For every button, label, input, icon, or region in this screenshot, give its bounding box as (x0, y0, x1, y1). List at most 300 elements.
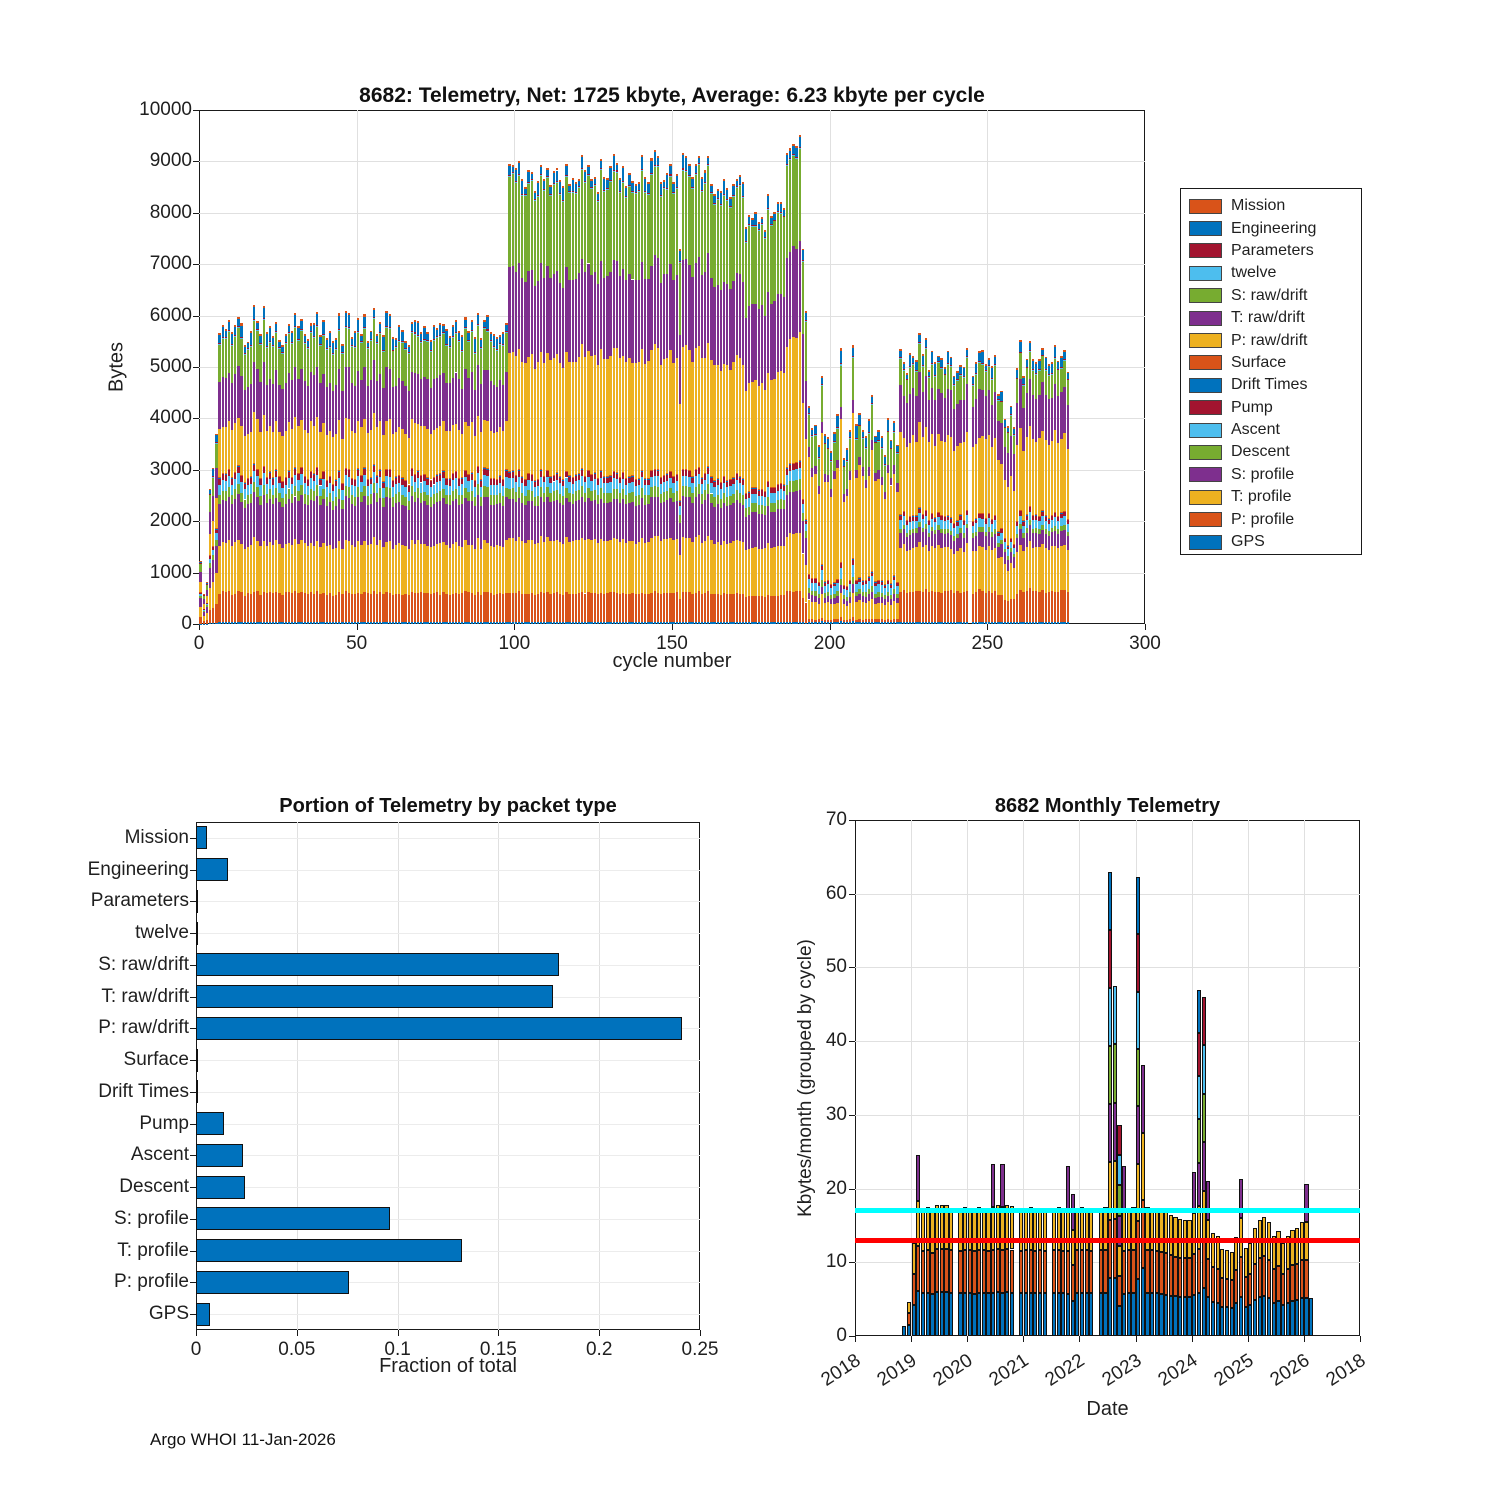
bar-segment (527, 540, 529, 594)
bar-segment (594, 593, 596, 622)
bar-segment (736, 622, 738, 624)
bar-segment (852, 560, 854, 565)
bar-segment (332, 510, 334, 549)
bar-segment (852, 357, 854, 358)
bar-segment (231, 595, 233, 622)
bar-segment (726, 199, 728, 200)
bar-segment (698, 156, 700, 158)
bar-segment (212, 476, 214, 477)
bar-segment (903, 544, 905, 590)
bar-segment (426, 495, 428, 505)
bar-segment (310, 478, 312, 489)
monthly-bar-segment (1061, 1293, 1065, 1336)
bar-segment (439, 622, 441, 624)
bar-segment (644, 622, 646, 624)
bar-segment (751, 512, 753, 548)
bar-segment (956, 381, 958, 404)
bar-segment (534, 595, 536, 622)
monthly-bar-segment (968, 1293, 972, 1336)
bar-segment (294, 367, 296, 417)
monthly-bar-segment (1295, 1300, 1299, 1336)
bar-segment (947, 435, 949, 515)
bar-segment (802, 261, 804, 262)
monthly-bar-segment (926, 1250, 930, 1293)
bar-segment (862, 467, 864, 475)
bar-segment (461, 350, 463, 351)
bar-segment (322, 320, 324, 322)
bar-segment (250, 494, 252, 503)
bar-segment (688, 164, 690, 166)
bar-segment (789, 158, 791, 159)
bar-segment (212, 546, 214, 549)
bar-segment (849, 581, 851, 585)
bar-segment (486, 487, 488, 497)
bar-segment (341, 439, 343, 483)
bar-segment (701, 504, 703, 543)
portion-bar (196, 1303, 210, 1326)
bar-segment (849, 430, 851, 432)
x-tick-label: 2018 (1322, 1350, 1370, 1391)
bar-segment (341, 622, 343, 624)
bar-segment (467, 426, 469, 474)
bar-segment (253, 320, 255, 321)
bar-segment (628, 173, 630, 175)
bar-segment (1035, 533, 1037, 547)
bar-segment (877, 440, 879, 441)
monthly-bar-segment (986, 1251, 990, 1294)
bar-segment (745, 508, 747, 517)
bar-segment (616, 499, 618, 538)
bar-segment (669, 164, 671, 166)
bar-segment (1032, 359, 1034, 361)
bar-segment (840, 407, 842, 419)
bar-segment (824, 443, 826, 444)
bar-segment (767, 487, 769, 496)
bar-segment (931, 351, 933, 353)
bar-segment (553, 171, 555, 173)
bar-segment (685, 345, 687, 468)
bar-segment (1029, 512, 1031, 521)
bar-segment (316, 468, 318, 475)
bar-segment (263, 592, 265, 622)
bar-segment (231, 504, 233, 546)
bar-segment (553, 491, 555, 501)
bar-segment (846, 597, 848, 601)
bar-segment (685, 476, 687, 487)
bar-segment (316, 312, 318, 314)
bar-segment (751, 227, 753, 304)
bar-segment (546, 487, 548, 497)
bar-segment (609, 540, 611, 592)
bar-segment (827, 622, 829, 624)
bar-segment (915, 442, 917, 515)
bar-segment (445, 329, 447, 331)
bar-segment (877, 581, 879, 584)
bar-segment (442, 542, 444, 591)
bar-segment (679, 249, 681, 251)
bar-segment (811, 583, 813, 591)
bar-segment (1000, 391, 1002, 392)
bar-segment (288, 543, 290, 593)
bar-segment (1010, 538, 1012, 542)
bar-segment (720, 191, 722, 193)
bar-segment (508, 622, 510, 624)
bar-segment (445, 331, 447, 344)
bar-segment (231, 332, 233, 334)
bar-segment (824, 593, 826, 598)
bar-segment (799, 241, 801, 333)
bar-segment (773, 212, 775, 214)
bar-segment (1045, 371, 1047, 395)
bar-segment (215, 623, 217, 624)
bar-segment (896, 446, 898, 452)
monthly-bar-segment (1192, 1254, 1196, 1295)
bar-segment (527, 182, 529, 183)
bar-segment (657, 258, 659, 347)
bar-segment (294, 497, 296, 540)
bar-segment (729, 289, 731, 370)
bar-segment (408, 354, 410, 391)
bar-segment (294, 327, 296, 328)
bar-segment (934, 522, 936, 530)
portion-chart-title: Portion of Telemetry by packet type (279, 795, 617, 817)
bar-segment (676, 187, 678, 188)
bar-segment (322, 336, 324, 374)
bar-segment (237, 591, 239, 622)
bar-segment (647, 495, 649, 505)
bar-segment (458, 495, 460, 505)
bar-segment (625, 197, 627, 198)
monthly-bar-segment (1108, 872, 1112, 930)
bar-segment (777, 372, 779, 484)
portion-bar (196, 1017, 682, 1040)
bar-segment (329, 431, 331, 476)
bar-segment (1035, 547, 1037, 591)
bar-segment (789, 492, 791, 533)
bar-segment (754, 380, 756, 487)
bar-segment (978, 353, 980, 360)
bar-segment (685, 259, 687, 345)
bar-segment (1029, 341, 1031, 343)
bar-segment (1063, 590, 1065, 622)
bar-segment (720, 193, 722, 205)
bar-segment (259, 336, 261, 343)
bar-segment (625, 196, 627, 197)
bar-segment (291, 494, 293, 504)
bar-segment (408, 347, 410, 352)
bar-segment (704, 182, 706, 183)
bar-segment (1022, 521, 1024, 525)
bar-segment (795, 159, 797, 250)
bar-segment (704, 622, 706, 624)
bar-segment (215, 604, 217, 622)
bar-segment (792, 146, 794, 154)
bar-segment (275, 470, 277, 477)
monthly-bar-segment (1127, 1293, 1131, 1336)
bar-segment (288, 489, 290, 499)
bar-segment (1032, 369, 1034, 370)
bar-segment (736, 187, 738, 272)
bar-segment (748, 596, 750, 622)
bar-segment (928, 537, 930, 551)
bar-segment (1010, 552, 1012, 563)
bar-segment (433, 339, 435, 340)
bar-segment (297, 341, 299, 379)
bar-segment (524, 480, 526, 486)
bar-segment (915, 396, 917, 442)
bar-segment (748, 549, 750, 596)
bar-segment (802, 250, 804, 259)
bar-segment (543, 179, 545, 181)
bar-segment (389, 622, 391, 624)
bar-segment (966, 384, 968, 432)
bar-segment (1060, 513, 1062, 518)
bar-segment (231, 485, 233, 495)
bar-segment (865, 597, 867, 603)
bar-segment (505, 488, 507, 498)
bar-segment (963, 533, 965, 538)
bar-segment (827, 592, 829, 596)
bar-segment (209, 568, 211, 588)
bar-segment (385, 476, 387, 487)
bar-segment (531, 270, 533, 354)
bar-segment (256, 476, 258, 487)
bar-segment (1038, 369, 1040, 370)
bar-segment (1013, 548, 1015, 554)
bar-segment (710, 477, 712, 483)
bar-segment (1045, 593, 1047, 622)
bar-segment (300, 622, 302, 624)
gridline-h (196, 1060, 700, 1061)
bar-segment (1067, 536, 1069, 550)
bar-segment (833, 619, 835, 622)
monthly-bar-segment (991, 1250, 995, 1293)
legend-label: Surface (1231, 353, 1287, 371)
bar-segment (600, 488, 602, 498)
bar-segment (335, 349, 337, 385)
bar-segment (310, 622, 312, 624)
bar-segment (1063, 359, 1065, 360)
bar-segment (297, 339, 299, 340)
bar-segment (389, 477, 391, 488)
bar-segment (972, 376, 974, 378)
bar-segment (751, 488, 753, 494)
bar-segment (922, 367, 924, 393)
bar-segment (650, 593, 652, 622)
bar-segment (710, 193, 712, 194)
bar-segment (635, 186, 637, 191)
bar-segment (357, 331, 359, 332)
bar-segment (1013, 427, 1015, 428)
bar-segment (701, 622, 703, 624)
bar-segment (840, 568, 842, 579)
bar-segment (644, 279, 646, 364)
bar-segment (354, 386, 356, 433)
portion-chart-xlabel: Fraction of total (379, 1355, 517, 1377)
bar-segment (1057, 361, 1059, 363)
bar-segment (379, 540, 381, 593)
legend-swatch-gps (1189, 535, 1222, 550)
bar-segment (830, 599, 832, 604)
bar-segment (486, 622, 488, 624)
bar-segment (1067, 379, 1069, 380)
bar-segment (988, 518, 990, 527)
bar-segment (326, 348, 328, 349)
bar-segment (1010, 414, 1012, 415)
bar-segment (997, 399, 999, 400)
bar-segment (931, 363, 933, 364)
bar-segment (836, 619, 838, 622)
bar-segment (959, 520, 961, 529)
bar-segment (1057, 370, 1059, 396)
monthly-bar-segment (1290, 1230, 1294, 1265)
bar-segment (695, 476, 697, 487)
bar-segment (959, 367, 961, 374)
bar-segment (600, 478, 602, 489)
portion-bar (196, 1080, 198, 1103)
bar-segment (1045, 440, 1047, 515)
x-tick (357, 624, 358, 630)
bar-segment (288, 324, 290, 326)
bar-segment (959, 375, 961, 376)
bar-segment (524, 363, 526, 479)
bar-segment (963, 367, 965, 369)
bar-segment (322, 479, 324, 489)
bar-segment (367, 433, 369, 479)
bar-segment (691, 594, 693, 622)
bar-segment (688, 538, 690, 592)
bar-segment (540, 174, 542, 175)
x-tick (1023, 1336, 1024, 1342)
bar-segment (966, 350, 968, 356)
bar-segment (940, 622, 942, 624)
bar-segment (493, 595, 495, 622)
bar-segment (351, 383, 353, 431)
bar-segment (367, 479, 369, 485)
bar-segment (600, 168, 602, 169)
bar-segment (559, 363, 561, 476)
bar-segment (603, 541, 605, 594)
bar-segment (215, 498, 217, 528)
bar-segment (978, 362, 980, 363)
monthly-bar-segment (1117, 1155, 1121, 1185)
bar-segment (553, 593, 555, 622)
legend-swatch-descent (1189, 445, 1222, 460)
bar-segment (275, 477, 277, 488)
bar-segment (874, 604, 876, 620)
bar-segment (285, 334, 287, 336)
bar-segment (893, 589, 895, 595)
bar-segment (269, 426, 271, 471)
legend-swatch-drift-times (1189, 378, 1222, 393)
bar-segment (319, 479, 321, 485)
bar-segment (527, 490, 529, 500)
bar-segment (411, 331, 413, 332)
monthly-bar-segment (1253, 1264, 1257, 1300)
bar-segment (1000, 401, 1002, 402)
bar-segment (543, 189, 545, 190)
bar-segment (559, 622, 561, 624)
bar-segment (203, 612, 205, 616)
bar-segment (975, 444, 977, 518)
bar-segment (811, 437, 813, 468)
bar-segment (250, 333, 252, 344)
bar-segment (411, 332, 413, 333)
bar-segment (291, 503, 293, 545)
bar-segment (619, 503, 621, 542)
bar-segment (893, 576, 895, 580)
category-label: twelve (135, 922, 189, 944)
portion-bar (196, 922, 198, 945)
bar-segment (250, 432, 252, 476)
bar-segment (909, 592, 911, 622)
bar-segment (319, 346, 321, 383)
bar-segment (310, 592, 312, 622)
bar-segment (761, 596, 763, 622)
bar-segment (278, 347, 280, 348)
bar-segment (940, 533, 942, 548)
bar-segment (363, 496, 365, 541)
bar-segment (278, 483, 280, 493)
bar-segment (792, 246, 794, 337)
bar-segment (1029, 541, 1031, 588)
bar-segment (490, 334, 492, 340)
bar-segment (423, 593, 425, 622)
bar-segment (877, 470, 879, 479)
bar-segment (770, 216, 772, 218)
bar-segment (439, 323, 441, 325)
bar-segment (742, 184, 744, 196)
bar-segment (543, 482, 545, 492)
bar-segment (1048, 364, 1050, 366)
bar-segment (754, 304, 756, 381)
bar-segment (695, 174, 697, 175)
bar-segment (493, 348, 495, 385)
bar-segment (404, 497, 406, 506)
bar-segment (436, 502, 438, 544)
bar-segment (486, 543, 488, 592)
bar-segment (335, 338, 337, 340)
monthly-bar-segment (982, 1250, 986, 1293)
bar-segment (625, 594, 627, 622)
bar-segment (565, 352, 567, 471)
bar-segment (310, 323, 312, 325)
bar-segment (575, 594, 577, 622)
bar-segment (858, 622, 860, 624)
bar-segment (698, 165, 700, 257)
bar-segment (1038, 529, 1040, 534)
bar-segment (272, 504, 274, 545)
bar-segment (726, 544, 728, 595)
bar-segment (1057, 534, 1059, 548)
monthly-bar-segment (1122, 1294, 1126, 1336)
bar-segment (379, 498, 381, 540)
monthly-bar-segment (1202, 1142, 1206, 1190)
bar-segment (846, 587, 848, 590)
bar-segment (521, 179, 523, 181)
bar-segment (997, 543, 999, 547)
bar-segment (531, 179, 533, 180)
bar-segment (474, 353, 476, 354)
bar-segment (316, 475, 318, 486)
bar-segment (351, 337, 353, 339)
monthly-bar-segment (1085, 1208, 1089, 1251)
bar-segment (332, 596, 334, 622)
bar-segment (338, 592, 340, 622)
bar-segment (846, 496, 848, 586)
bar-segment (1026, 547, 1028, 591)
bar-segment (508, 499, 510, 538)
